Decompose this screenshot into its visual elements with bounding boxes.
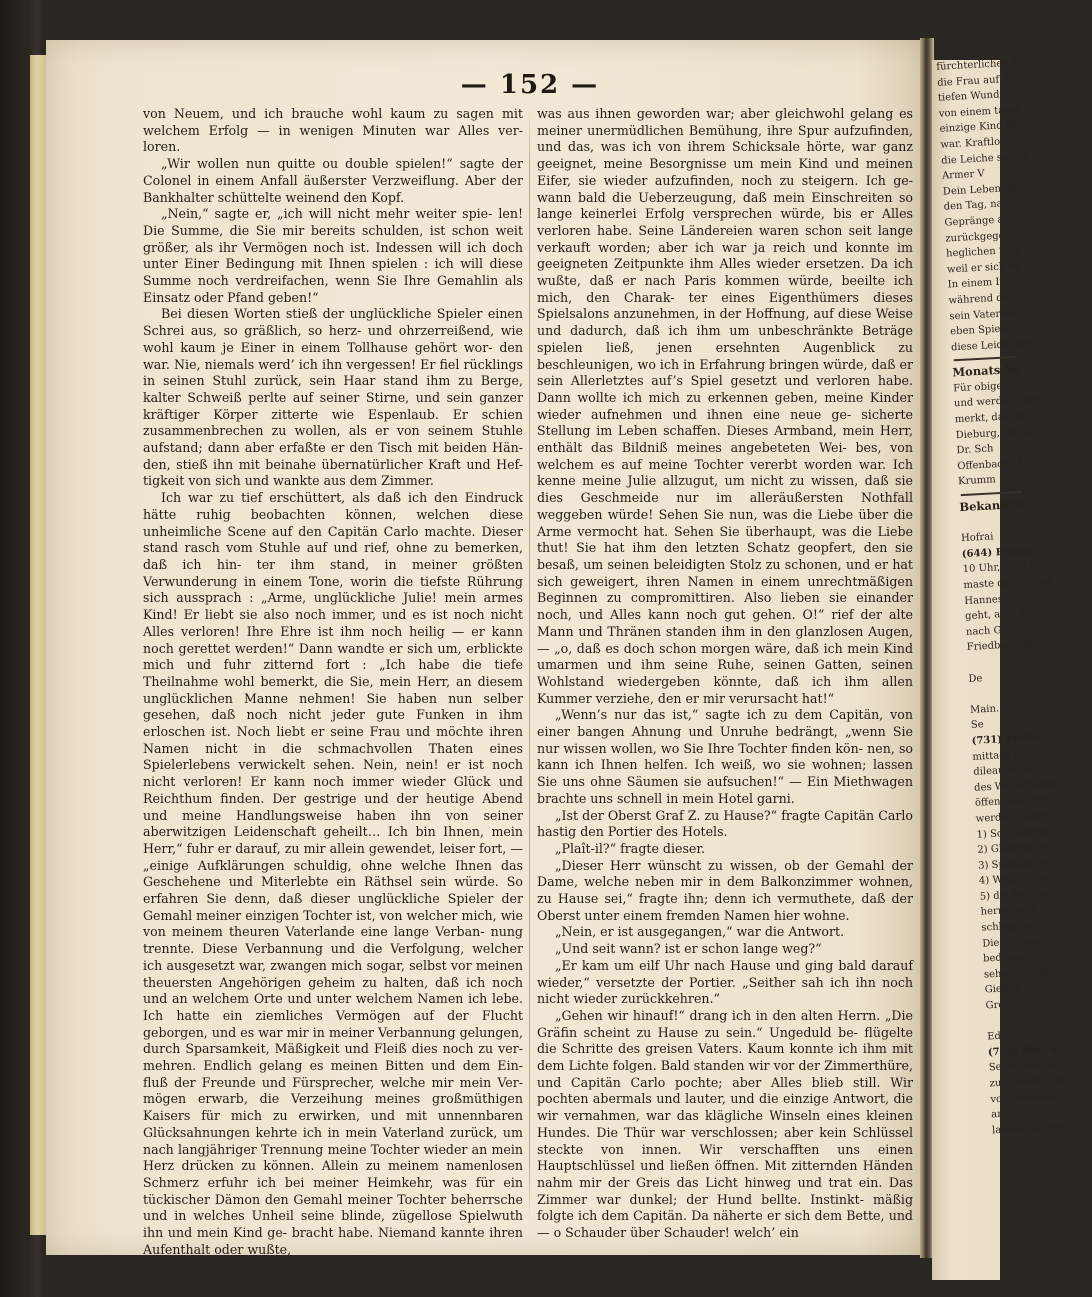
adjacent-line: nach Gärtchen, xyxy=(965,622,1045,638)
adjacent-line: weil er sich de xyxy=(946,260,1021,276)
adjacent-line: (731) Freita xyxy=(971,732,1040,747)
adjacent-line: werden losweis xyxy=(975,809,1055,825)
adjacent-line: und werden hierd xyxy=(953,394,1045,410)
adjacent-line: geht, als : Wohn xyxy=(964,606,1048,623)
paragraph: „Und seit wann? ist er schon lange weg?“ xyxy=(555,941,822,957)
adjacent-line: heglichen Spie xyxy=(945,244,1022,260)
paragraph: „Er kam um eilf Uhr nach Hause und ging bald darauf wieder,“ versetzte der Portier. „Seither sah ich ihn noch nicht wieder zurückkehren.“ xyxy=(537,957,913,1007)
adjacent-line: fürchterlicher A xyxy=(936,57,1018,73)
adjacent-line: Monats-Ve xyxy=(952,362,1020,380)
adjacent-line: 2) Glaserarbei xyxy=(977,841,1051,856)
adjacent-line: war. Kraftlos xyxy=(940,136,1006,151)
adjacent-line: sehen werden. xyxy=(983,965,1059,981)
adjacent-line: merkt, daß der xyxy=(954,410,1031,426)
adjacent-line: die Frau auf d xyxy=(936,73,1010,89)
adjacent-page xyxy=(932,57,1072,1280)
adjacent-line: Krumm 1 fl.; D. xyxy=(957,472,1036,488)
adjacent-line: Friedberg den xyxy=(966,638,1040,654)
adjacent-line: herrahmen an xyxy=(980,903,1053,919)
adjacent-line: Seidel von Gie xyxy=(988,1058,1063,1074)
adjacent-line: In einem Irre xyxy=(947,276,1016,291)
adjacent-line: diese Leidensch xyxy=(950,337,1033,354)
adjacent-line: Armer V xyxy=(941,168,985,182)
adjacent-line: zurückgegeben v xyxy=(945,228,1033,245)
adjacent-line: tiefen Wunde xyxy=(937,89,1006,104)
adjacent-line: Für obige xyxy=(952,380,1003,395)
adjacent-line: dileau dahier d xyxy=(973,762,1051,778)
paragraph: „Wir wollen nun quitte ou double spielen!“ sagte der Colonel in einem Anfall äußerster Verzweiflung. Aber der Bankhalter schüttelte weinend den Kopf. xyxy=(143,156,523,205)
adjacent-line: (776) Alle, w xyxy=(987,1043,1060,1059)
adjacent-line: die Leiche seiner xyxy=(940,150,1029,167)
adjacent-line: (644) Freitag xyxy=(961,545,1037,560)
adjacent-line: 1) Schreinerarb xyxy=(976,825,1058,841)
paragraph: was aus ihnen geworden war; aber gleichwohl gelang es meiner unermüdlichen Bemühung, ihre Spur aufzufinden, und das, was ich von ihrem Schicksale hörte, war ganz geeignet, meine Besorgnisse um mein Kind und meinen Eifer, sie wieder aufzufinden, noch zu steigern. Ich ge- wann bald die Ueberzeugung, daß mein Einschreiten so lange keinerlei Erfolg versprechen würde, bis er Alles verloren habe. Seine Ländereien waren schon seit lange verkauft worden; aber ich war ja reich und konnte im geeigneten Zeitpunkte ihm Alles wieder ersetzen. Da ich wußte, daß er nach Paris kommen würde, beeilte ich mich, den Charak- ter eines Eigenthümers dieses Spielsalons anzunehmen, in der Hoffnung, auf diese Weise und dadurch, daß ich ihm um unbeschränkte Beträge spielen ließ, jenen ersehnten Augenblick zu beschleunigen, wo ich in Erfahrung bringen würde, daß er sein Allerletztes auf’s Spiel gesetzt und verloren habe. Dann wollte ich mich zu erkennen geben, meine Kinder wieder aufnehmen und ihnen eine neue ge- sicherte Stellung im Leben schaffen. Dieses Armband, mein Herr, enthält das Bildniß meines angebeteten Wei- bes, von welchem es auf meine Tochter vererbt worden war. Ich kenne meine Julie allzugut, um nicht zu wissen, daß sie dies Geschmeide nur im alleräußersten Nothfall weggeben würde! Sehen Sie nun, was die Liebe über die Arme vermocht hat. Sehen Sie überhaupt, was die Liebe thut! Sie hat ihm den letzten Schatz geopfert, den sie besaß, um seinen beleidigten Stolz zu schonen, und er hat sich geweigert, ihren Namen in einem unrechtmäßigen Beginnen zu compromittiren. Also lieben sie einander noch, und Alles kann noch gut gehen. O!“ rief der alte Mann und Thränen standen ihm in den glanzlosen Augen, — „o, daß es doch schon morgen wäre, daß ich mein Kind umarmen und ihm seine Ruhe, seinen Gatten, seinen Wohlstand wiedergeben könnte, daß ich ihm allen Kummer verziehe, den er mir verursacht hat!“ xyxy=(537,106,913,706)
adjacent-line: am 25. Juli xyxy=(991,1106,1047,1121)
adjacent-line: maste der hiesige xyxy=(963,575,1054,592)
adjacent-line: Hofrai xyxy=(960,531,994,545)
paragraph: „Plaît-il?“ fragte dieser. xyxy=(555,840,705,856)
adjacent-line: Main. xyxy=(969,703,1000,716)
adjacent-line: Edi xyxy=(986,1030,1005,1043)
paragraph: „Gehen wir hinauf!“ drang ich in den alten Herrn. „Die Gräfin scheint zu Hause zu sein.“ Ungeduld be- flügelte die Schritte des greisen Vaters. Kaum konnte ich ihm mit dem Lichte folgen. Bald standen wir vor der Zimmerthüre, und Capitän Carlo pochte; aber Alles blieb still. Wir pochten abermals und lauter, und die einzige Antwort, die wir vernahmen, war das klägliche Winseln eines kleinen Hundes. Die Thür war verschlossen; aber kein Schlüssel steckte von innen. Wir verschafften uns einen Hauptschlüssel und ließen öffnen. Mit zitternden Händen nahm mir der Greis das Licht hinweg und trat ein. Das Zimmer war dunkel; der Hund bellte. Instinkt- mäßig folgte ich dem Capitän. Da näherte er sich dem Bette, und — o Schauder über Schauder! welch’ ein xyxy=(537,1007,913,1241)
adjacent-line: Dieburg, im La xyxy=(955,425,1032,441)
adjacent-line: des Werkstätten xyxy=(973,778,1057,794)
adjacent-line: 4) Weißbinderar xyxy=(978,871,1062,887)
adjacent-rule xyxy=(954,356,1016,361)
paragraph: Bei diesen Worten stieß der unglückliche Spieler einen Schrei aus, so gräßlich, so herz- und ohrzerreißend, wie wohl kaum je Einer in einem Tollhause gehört wor- den war. Nie, niemals werd’ ich ihn vergessen! Er fiel rücklings in seinen Stuhl zurück, sein Haar stand ihm zu Berge, kalter Schweiß perlte auf seiner Stirne, und sein ganzer kräftiger Körper zitterte wie Espenlaub. Er schien zusammenbrechen zu wollen, als er von seinem Stuhle aufstand; dann aber erfaßte er den Tisch mit beiden Hän- den, stieß ihn mit beinahe übernatürlicher Kraft und Hef- tigkeit von sich und wankte aus dem Zimmer. xyxy=(143,306,523,489)
adjacent-line: Gro xyxy=(985,999,1005,1012)
adjacent-line: Se xyxy=(970,719,984,732)
adjacent-line: 5) die Fertigung xyxy=(979,887,1063,903)
adjacent-line: schlagt zu xyxy=(981,919,1034,934)
adjacent-line: Dr. Sch xyxy=(956,443,994,457)
adjacent-line: 3) Spenglerarbe xyxy=(977,856,1061,872)
paragraph: „Nein,“ sagte er, „ich will nicht mehr weiter spie- len! Die Summe, die Sie mir bereits schulden, ist schon weit größer, als ihr Vermögen noch ist. Indessen will ich doch unter Einer Bedingung mit Ihnen spielen : ich will diese Summe noch verdreifachen, wenn Sie Ihre Gemahlin als Einsatz oder Pfand geben!“ xyxy=(143,206,523,305)
adjacent-line: Offenbach (Ztl. xyxy=(957,457,1034,473)
adjacent-line: sein Vaterland xyxy=(949,307,1023,322)
adjacent-line: von diesem an xyxy=(990,1090,1064,1105)
adjacent-line: mittags um 9 U xyxy=(972,747,1052,763)
paragraph: von Neuem, und ich brauche wohl kaum zu sagen mit welchem Erfolg — in wenigen Minuten war Alles ver- loren. xyxy=(143,106,523,155)
adjacent-line: bedingungen kön xyxy=(982,949,1072,965)
adjacent-page-text xyxy=(932,56,1072,1138)
adjacent-line: lassen Tochter xyxy=(991,1121,1066,1137)
adjacent-line: während der L xyxy=(948,291,1024,307)
adjacent-line: Hannes Koch'schen xyxy=(964,590,1064,607)
adjacent-line: eben Spieler! xyxy=(949,322,1019,338)
adjacent-line: von einem tadel xyxy=(938,104,1020,120)
page-number: — 152 — xyxy=(460,70,600,100)
paragraph: „Nein, er ist ausgegangen,“ war die Antwort. xyxy=(555,924,845,940)
adjacent-line: Dein Leben ge xyxy=(942,182,1017,198)
adjacent-line: 10 Uhr, wird i xyxy=(962,560,1034,576)
paragraph: „Wenn’s nur das ist,“ sagte ich zu dem Capitän, von einer bangen Ahnung und Unruhe bedrängt, „wenn Sie nur wissen wollen, wo Sie Ihre Tochter finden kön- nen, so kann ich Ihnen helfen. Ich weiß, wo sie wohnen; lassen Sie uns ohne Säumen sie aufsuchen!“ — Ein Miethwagen brachte uns schnell in mein Hotel garni. xyxy=(537,707,913,806)
column-divider xyxy=(529,110,530,1220)
left-column xyxy=(143,106,523,1259)
adjacent-line: Gepränge auf xyxy=(944,213,1014,229)
adjacent-line: öffentliche Vers xyxy=(974,793,1055,810)
paragraph: „Ist der Oberst Graf Z. zu Hause?“ fragte Capitän Carlo hastig den Portier des Hotels. xyxy=(537,807,913,840)
adjacent-line: Die Voranschl xyxy=(982,934,1053,950)
adjacent-line: den Tag, nach xyxy=(943,198,1015,213)
adjacent-line: De xyxy=(968,672,983,685)
adjacent-rule xyxy=(961,491,1023,496)
paragraph: Ich war zu tief erschüttert, als daß ich den Eindruck hätte ruhig beobachten können, welchen diese unheimliche Scene auf den Capitän Carlo machte. Dieser stand rasch vom Stuhle auf und rief, ohne zu bemerken, daß ich hin- ter ihm stand, in meiner größten Verwunderung in einem Tone, worin die tiefste Rührung sich aussprach : „Arme, unglückliche Julie! mein armes Kind! Er liebt sie also noch immer, und es ist noch nicht Alles verloren! Ihre Ehre ist ihm noch heilig — er kann noch gerettet werden!“ Dann wandte er sich um, erblickte mich und fuhr zitternd fort : „Ich habe die tiefe Theilnahme wohl bemerkt, die Sie, mein Herr, an diesem unglücklichen Manne nehmen! Sie haben nun selber gesehen, daß noch nicht jeder gute Funken in ihm erloschen ist. Noch liebt er seine Frau und möchte ihren Namen nicht in die schmachvollen Thaten eines Spielerlebens verwickelt sehen. Nein, nein! er ist noch nicht verloren! Er kann noch immer wieder Glück und Reichthum finden. Der gestrige und der heutige Abend und meine Handlungsweise haben ihn von seiner aberwitzigen Leidenschaft geheilt… Ich bin Ihnen, mein Herr,“ fuhr er darauf, zu mir allein gewendet, leiser fort, — „einige Aufklärungen schuldig, ohne welche Ihnen das Geschehene und Miterlebte ein Räthsel sein würde. So erfahren Sie denn, daß dieser unglückliche Spieler der Gemahl meiner einzigen Tochter ist, von welcher mich, wie von meinem theuren Vaterlande eine lange Verban- nung trennte. Diese Verbannung und die Verfolgung, welcher ich ausgesetzt war, zwangen mich sogar, selbst vor meinen theuersten Angehörigen geheim zu halten, daß ich noch und an welchem Orte und unter welchem Namen ich lebe. Ich hatte ein ziemliches Vermögen auf der Flucht geborgen, und es war mir in meiner Verbannung gelungen, durch Sparsamkeit, Mäßigkeit und Fleiß dies noch zu ver- mehren. Endlich gelang es meinen Bitten und dem Ein- fluß der Freunde und Fürsprecher, welche mir mein Ver- mögen erwarb, die Verzeihung meines großmüthigen Kaisers für mich zu erwirken, und mit unnennbaren Glücksahnungen kehrte ich in mein Vaterland zurück, um nach langjähriger Trennung meine Tochter wieder an mein Herz drücken zu können. Allein zu meinem namenlosen Schmerz erfuhr ich bei meiner Heimkehr, was für ein tückischer Dämon den Gemahl meiner Tochter beherrsche und in welches Unheil seine blinde, zügellose Spielwuth ihn und mein Kind ge- bracht habe. Niemand kannte ihren Aufenthalt oder wußte, xyxy=(143,490,523,1257)
adjacent-line: einzige Kind de xyxy=(939,119,1019,136)
paragraph: „Dieser Herr wünscht zu wissen, ob der Gemahl der Dame, welche neben mir in dem Balkonzimmer wohnen, zu Hause sei,“ fragte ihn; denn ich vermuthete, daß der Oberst unter einem fremden Namen hier wohne. xyxy=(537,857,913,923)
adjacent-line: Bekanntm xyxy=(959,496,1027,515)
adjacent-line: Gießen am xyxy=(984,982,1040,996)
right-column xyxy=(537,106,913,1242)
adjacent-line: zu Allendorf in xyxy=(989,1074,1065,1090)
